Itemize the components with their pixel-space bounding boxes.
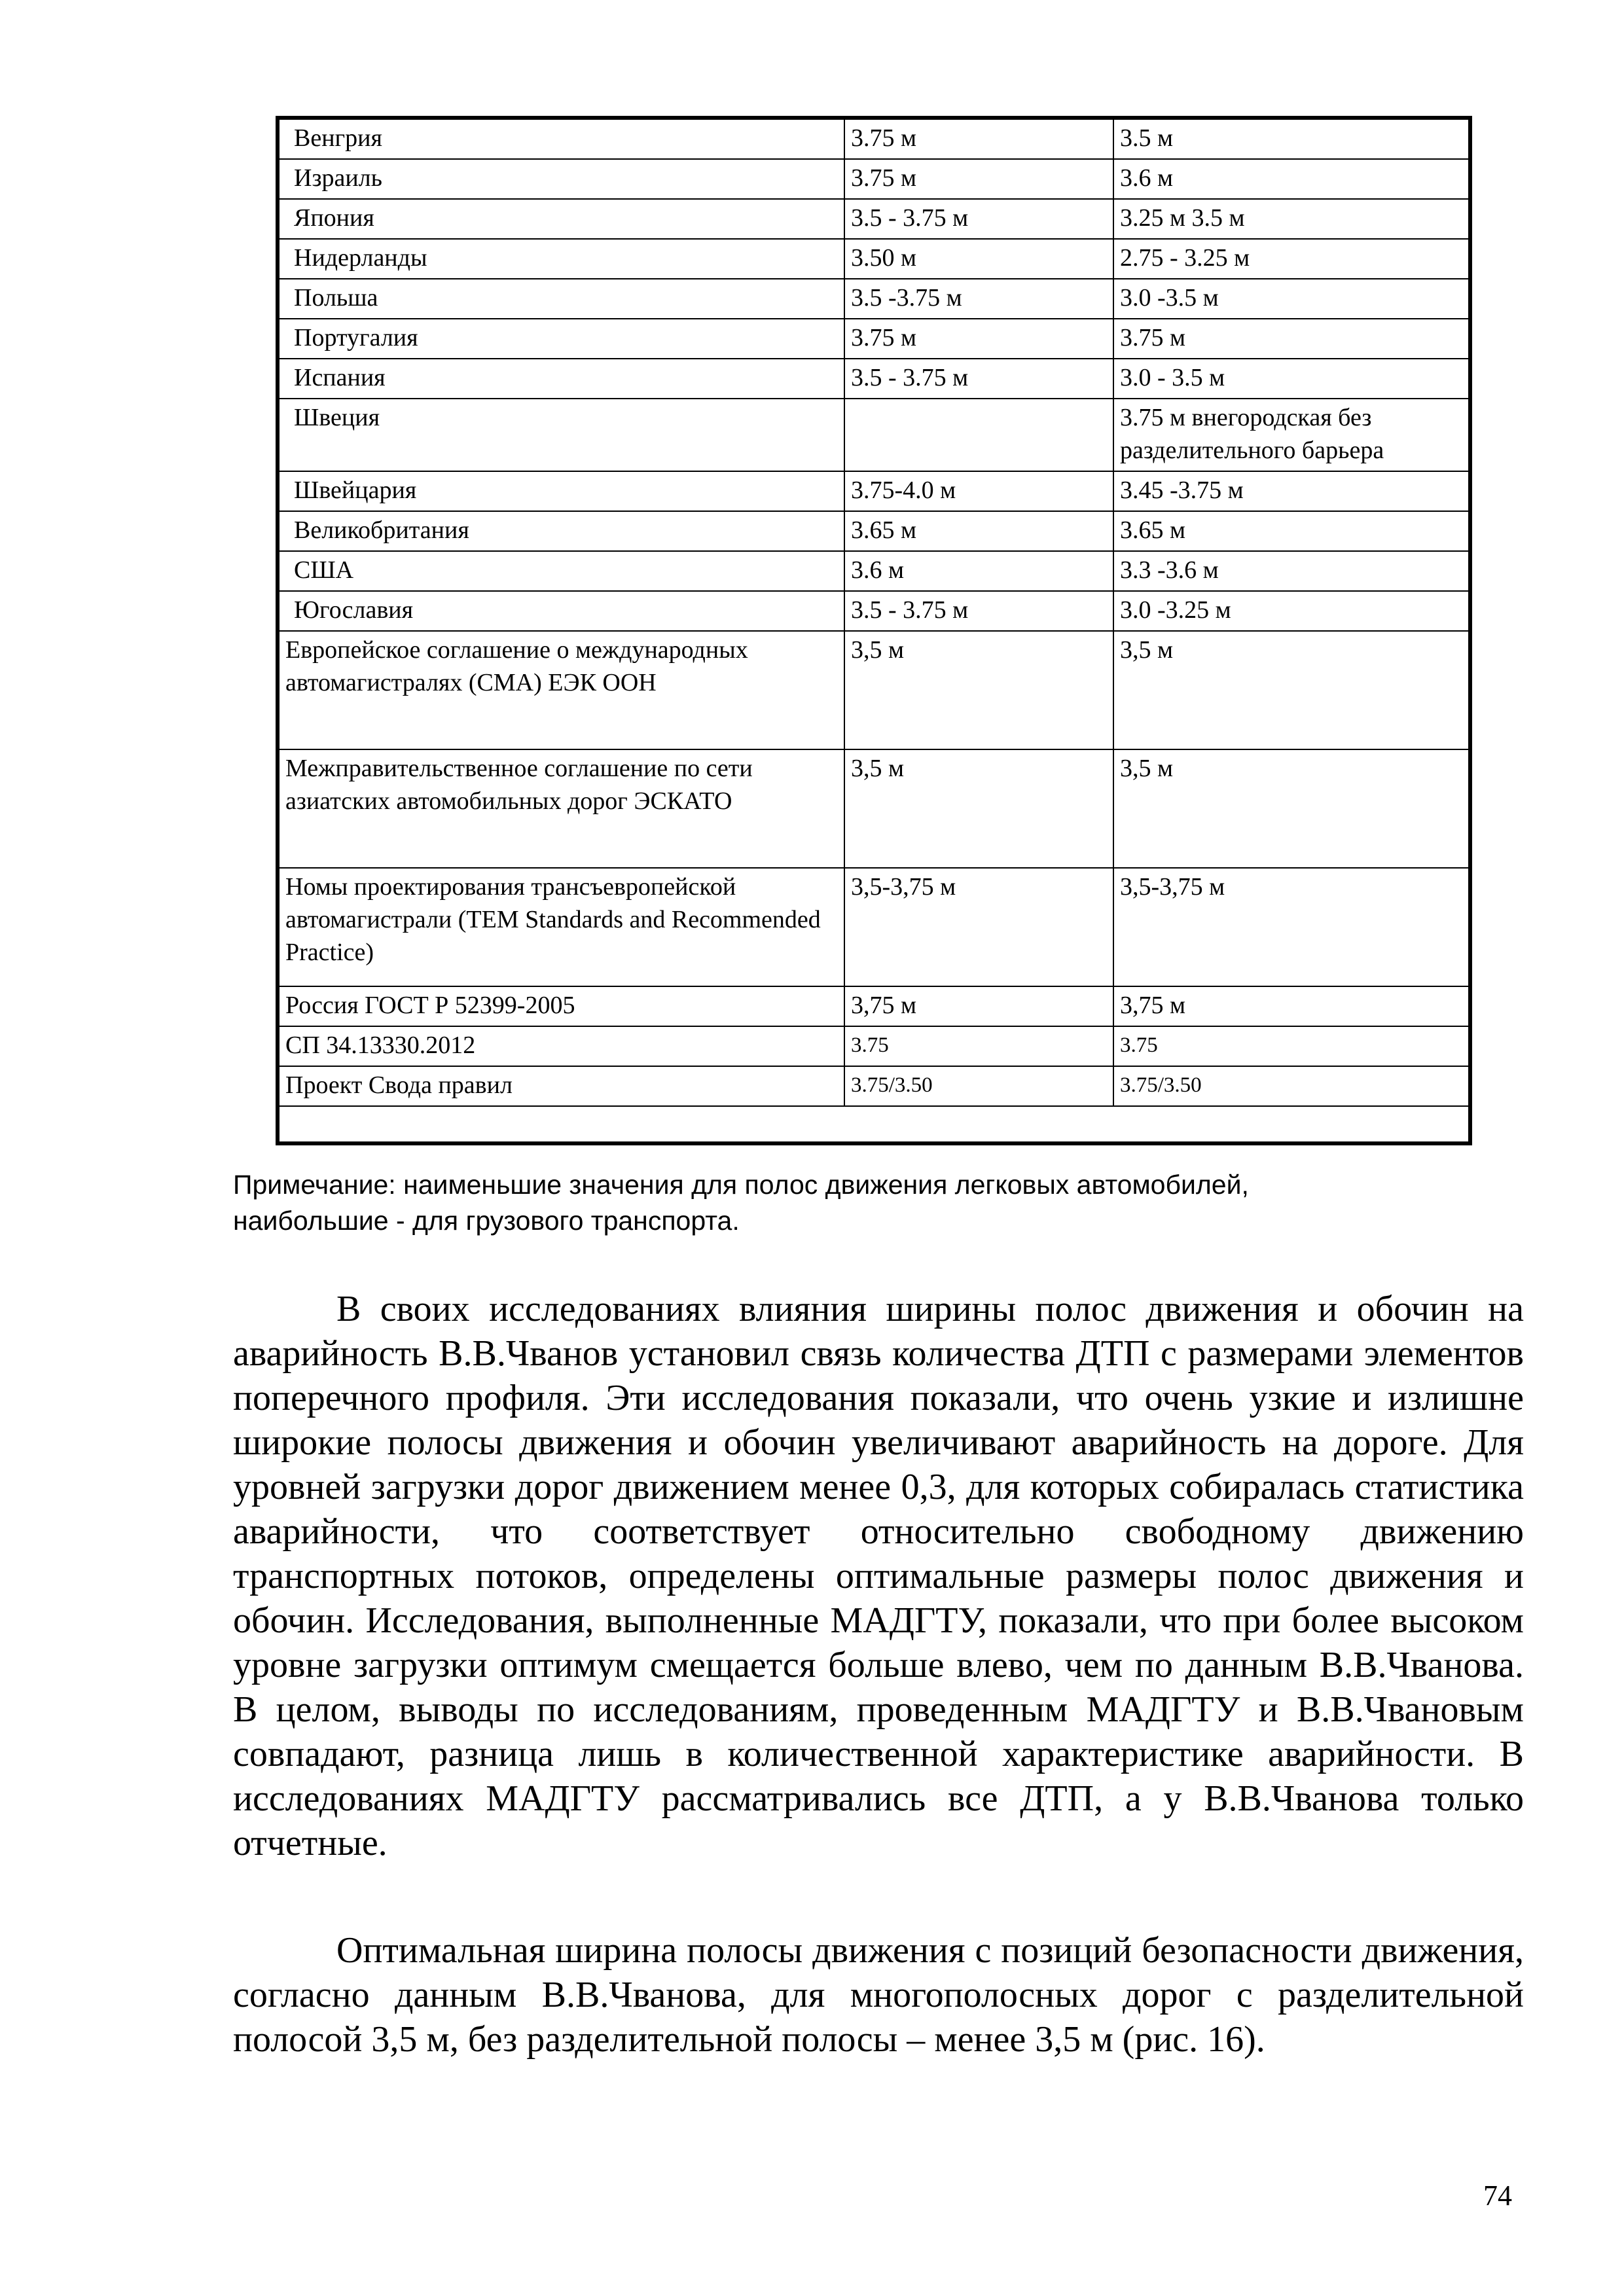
table-row	[278, 1026, 1470, 1066]
table-cell: 3.75	[844, 1026, 1113, 1066]
table-row	[278, 399, 1470, 471]
table-cell: 3,5 м	[1113, 631, 1470, 749]
table-cell: 3,75 м	[844, 986, 1113, 1026]
table-cell: 3.45 -3.75 м	[1113, 471, 1470, 511]
table-row	[278, 118, 1470, 159]
table-cell: 3,5-3,75 м	[844, 868, 1113, 986]
page-number: 74	[1483, 2179, 1512, 2212]
table-cell: 3,5-3,75 м	[1113, 868, 1470, 986]
table-cell: 3.3 -3.6 м	[1113, 551, 1470, 591]
table-row	[278, 319, 1470, 359]
table-cell: СП 34.13330.2012	[278, 1026, 844, 1066]
table-cell: 3.75 м внегородская без разделительного барьера	[1113, 399, 1470, 471]
table-row	[278, 511, 1470, 551]
table-cell: 3.75	[1113, 1026, 1470, 1066]
table-row	[278, 359, 1470, 399]
table-cell: 3,5 м	[844, 631, 1113, 749]
table-row-empty	[278, 1106, 1470, 1143]
table-cell: 3.0 -3.25 м	[1113, 591, 1470, 631]
table-cell: Португалия	[278, 319, 844, 359]
table-row	[278, 591, 1470, 631]
table-cell: Проект Свода правил	[278, 1066, 844, 1106]
table-cell-empty	[278, 1106, 1470, 1143]
table-row	[278, 551, 1470, 591]
table-row	[278, 159, 1470, 199]
table-cell: 3.75 м	[1113, 319, 1470, 359]
body-paragraph: Оптимальная ширина полосы движения с позиций безопасности движения, согласно данным В.В.Чванова, для многополосных дорог с разделительной полосой 3,5 м, без разделительной полосы – менее 3,5 м (рис. 16).	[233, 1930, 1524, 2060]
table-row	[278, 471, 1470, 511]
table-cell: 3.65 м	[1113, 511, 1470, 551]
table-cell: 3.75 м	[844, 319, 1113, 359]
table-cell: Великобритания	[278, 511, 844, 551]
table-cell: 3.75 м	[844, 118, 1113, 159]
table-cell: 3.5 - 3.75 м	[844, 591, 1113, 631]
table-cell: 3.5 - 3.75 м	[844, 359, 1113, 399]
table-cell: Венгрия	[278, 118, 844, 159]
table-row	[278, 239, 1470, 279]
table-cell: 2.75 - 3.25 м	[1113, 239, 1470, 279]
table-cell: 3,75 м	[1113, 986, 1470, 1026]
table-cell: 3.6 м	[1113, 159, 1470, 199]
table-cell: 3.25 м 3.5 м	[1113, 199, 1470, 239]
table-row	[278, 199, 1470, 239]
table-cell: США	[278, 551, 844, 591]
table-cell: 3,5 м	[1113, 749, 1470, 868]
table-cell: Испания	[278, 359, 844, 399]
table-cell: 3.5 м	[1113, 118, 1470, 159]
table-cell: Номы проектирования трансъевропейской автомагистрали (TEM Standards and Recommended Practice)	[278, 868, 844, 986]
table-cell: Нидерланды	[278, 239, 844, 279]
table-cell: Япония	[278, 199, 844, 239]
table-cell: 3.6 м	[844, 551, 1113, 591]
table-cell: 3.65 м	[844, 511, 1113, 551]
lane-width-table	[276, 116, 1472, 1145]
table-cell: Польша	[278, 279, 844, 319]
table-cell: 3.0 - 3.5 м	[1113, 359, 1470, 399]
table-cell: 3.75/3.50	[844, 1066, 1113, 1106]
table-cell	[844, 399, 1113, 471]
table-cell: 3.50 м	[844, 239, 1113, 279]
table-cell: 3.0 -3.5 м	[1113, 279, 1470, 319]
table-cell: Швеция	[278, 399, 844, 471]
table-cell: 3,5 м	[844, 749, 1113, 868]
table-cell: Израиль	[278, 159, 844, 199]
table-cell: Европейское соглашение о международных автомагистралях (СМА) ЕЭК ООН	[278, 631, 844, 749]
table-row	[278, 868, 1470, 986]
table-row	[278, 986, 1470, 1026]
table-cell: Югославия	[278, 591, 844, 631]
table-cell: 3.75 м	[844, 159, 1113, 199]
note-line: Примечание: наименьшие значения для полос движения легковых автомобилей,	[233, 1170, 1249, 1200]
table-row	[278, 631, 1470, 749]
table-cell: Межправительственное соглашение по сети азиатских автомобильных дорог ЭСКАТО	[278, 749, 844, 868]
table-cell: 3.5 -3.75 м	[844, 279, 1113, 319]
table-cell: Швейцария	[278, 471, 844, 511]
table-cell: 3.75-4.0 м	[844, 471, 1113, 511]
table-row	[278, 749, 1470, 868]
table-cell: 3.5 - 3.75 м	[844, 199, 1113, 239]
table-row	[278, 279, 1470, 319]
table-note	[233, 1167, 1477, 1239]
body-paragraph: В своих исследованиях влияния ширины полос движения и обочин на аварийность В.В.Чванов установил связь количества ДТП с размерами элементов поперечного профиля. Эти исследования показали, что очень узкие и излишне широкие полосы движения и обочин увеличивают аварийность на дороге. Для уровней загрузки дорог движением менее 0,3, для которых собиралась статистика аварийности, что соответствует относительно свободному движению транспортных потоков, определены оптимальные размеры полос движения и обочин. Исследования, выполненные МАДГТУ, показали, что при более высоком уровне загрузки оптимум смещается больше влево, чем по данным В.В.Чванова. В целом, выводы по исследованиям, проведенным МАДГТУ и В.В.Чвановым совпадают, разница лишь в количественной характеристике аварийности. В исследованиях МАДГТУ рассматривались все ДТП, а у В.В.Чванова только отчетные.	[233, 1289, 1524, 1863]
table-cell: 3.75/3.50	[1113, 1066, 1470, 1106]
note-line: наибольшие - для грузового транспорта.	[233, 1206, 740, 1236]
table-row	[278, 1066, 1470, 1106]
table-cell: Россия ГОСТ Р 52399-2005	[278, 986, 844, 1026]
